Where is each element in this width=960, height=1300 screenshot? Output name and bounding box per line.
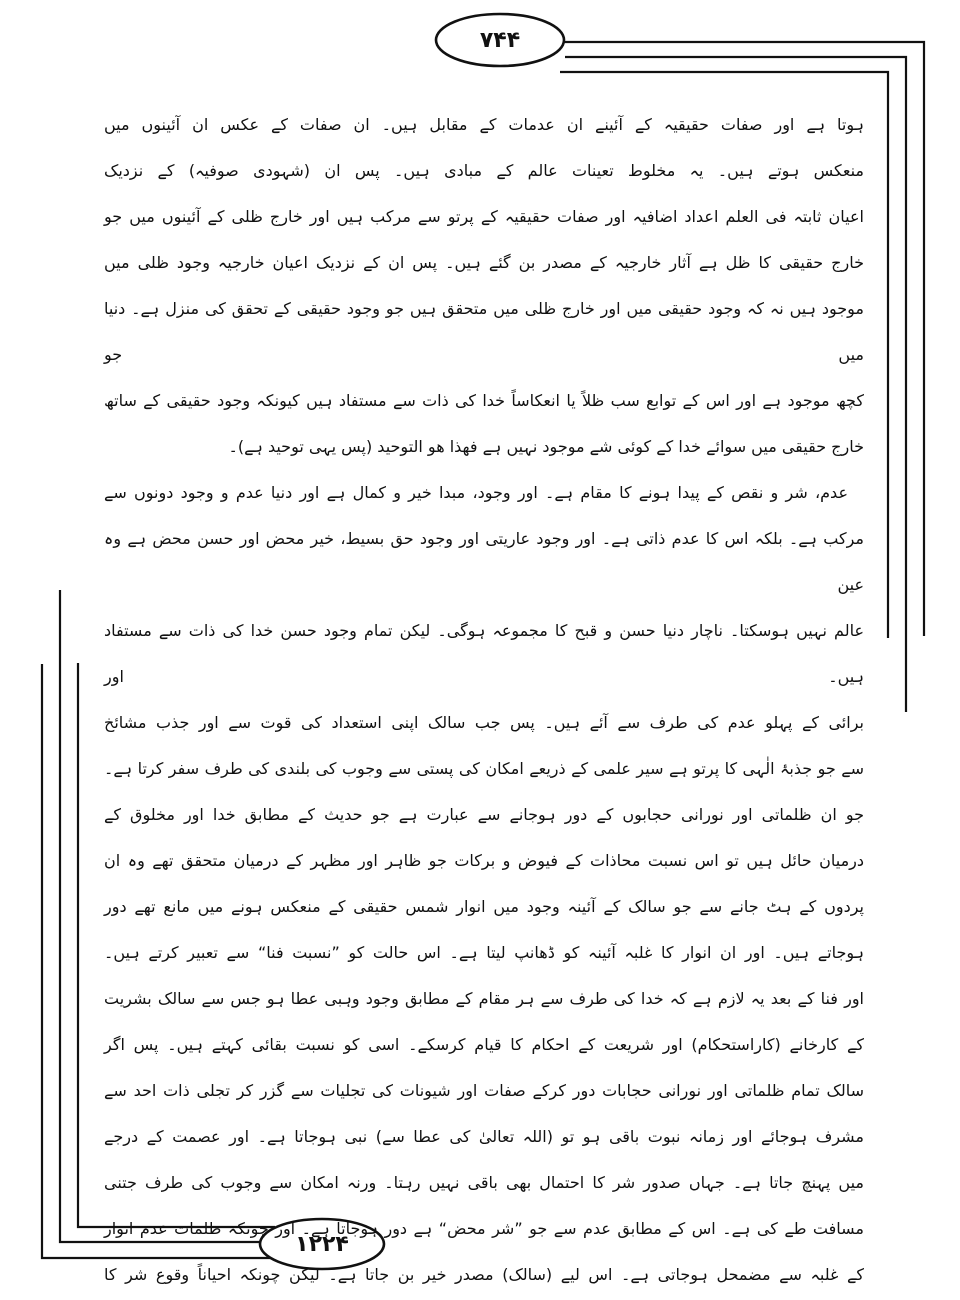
text-line: سے جو جذبۂ الٰہی کا پرتو ہے سیر علمی کے ذریعے امکان کی پستی سے وجوب کی بلندی کی طرف سفر کرتا ہے۔	[104, 759, 864, 778]
text-line: منعکس ہوتے ہیں۔ یہ مخلوط تعینات عالم کے مبادی ہیں۔ پس ان (شہودی صوفیہ) کے نزدیک	[104, 161, 864, 180]
text-line: سالک تمام ظلماتی اور نورانی حجابات دور کرکے صفات اور شیونات کی تجلیات سے گزر کر تجلی ذات احد سے	[104, 1081, 864, 1100]
text-line: خارج حقیقی کا ظل ہے آثار خارجیہ کے مصدر بن گئے ہیں۔ پس ان کے نزدیک اعیان خارجیہ وجود ظلی میں	[104, 253, 864, 272]
text-line: کے غلبہ سے مضمحل ہوجاتی ہے۔ اس لیے (سالک) مصدر خیر بن جاتا ہے۔ لیکن چونکہ احیاناً وقوع شر کا	[104, 1265, 864, 1284]
text-line: میں پہنچ جاتا ہے۔ جہاں صدور شر کا احتمال بھی باقی نہیں رہتا۔ ورنہ امکان سے وجوب کی طرف جتنی	[104, 1173, 864, 1192]
text-line: کے کارخانے (کاراستحکام) اور شریعت کے احکام کا قیام کرسکے۔ اسی کو نسبت بقائی کہتے ہیں۔ پس اگر	[104, 1035, 864, 1054]
page-number-bottom: ۱۲۲۴	[295, 1232, 349, 1257]
body-text	[104, 102, 864, 1298]
text-line: خارج حقیقی میں سوائے خدا کے کوئی شے موجود نہیں ہے فھذا ھو التوحید (پس یہی توحید ہے)۔	[228, 437, 864, 456]
text-line: عالم نہیں ہوسکتا۔ ناچار دنیا حسن و قبح کا مجموعہ ہوگی۔ لیکن تمام وجود حسن خدا کی ذات سے مستفاد ہیں۔ اور	[104, 621, 864, 686]
text-line: اعیان ثابتہ فی العلم اعداد اضافیہ اور صفات حقیقیہ کے پرتو سے مرکب ہیں اور خارج ظلی کے آئینوں میں جو	[104, 207, 864, 226]
page-number-top: ۷۴۴	[479, 28, 521, 53]
text-line: اور فنا کے بعد یہ لازم ہے کہ خدا کی طرف سے ہر مقام کے مطابق وجود وہبی عطا ہو جس سے سالک بشریت	[104, 989, 864, 1008]
text-line: ہوتا ہے اور صفات حقیقیہ کے آئینے ان عدمات کے مقابل ہیں۔ ان صفات کے عکس ان آئینوں میں	[104, 115, 864, 134]
text-line: درمیان حائل ہیں تو اس نسبت محاذات کے فیوض و برکات جو ظاہر اور مظہر کے درمیان متحقق تھے وہ ان	[104, 851, 864, 870]
text-line: جو ان ظلماتی اور نورانی حجابوں کے دور ہوجانے سے عبارت ہے جو حدیث کے مطابق خدا اور مخلوق کے	[104, 805, 864, 824]
text-line: مشرف ہوجائے اور زمانہ نبوت باقی ہو تو (اللہ تعالیٰ کی عطا سے) نبی ہوجاتا ہے۔ اور عصمت کے درجے	[104, 1127, 864, 1146]
text-line: مرکب ہے۔ بلکہ اس کا عدم ذاتی ہے۔ اور وجود عاریتی اور وجود حق بسیط، خیر محض اور حسن محض ہے وہ عین	[104, 529, 864, 594]
text-line: مسافت طے کی ہے۔ اس کے مطابق عدم سے جو ”شر محض“ ہے دور ہوجاتا ہے۔ اور چونکہ ظلمات عدم انوار	[104, 1219, 864, 1238]
text-line: ہوجاتے ہیں۔ اور ان انوار کا غلبہ آئینہ کو ڈھانپ لیتا ہے۔ اس حالت کو ”نسبت فنا“ سے تعبیر کرتے ہیں۔	[104, 943, 864, 962]
text-line: عدم، شر و نقص کے پیدا ہونے کا مقام ہے۔ اور وجود، مبدا خیر و کمال ہے اور دنیا عدم و وجود دونوں سے	[104, 483, 848, 502]
text-line: موجود ہیں نہ کہ وجود حقیقی میں اور خارج ظلی میں متحقق ہیں جو وجود حقیقی کے تحقق کی منزل ہے۔ دنیا میں جو	[104, 299, 864, 364]
text-line: پردوں کے ہٹ جانے سے جو سالک کے آئینہ وجود میں انوار شمس حقیقی کے منعکس ہونے میں مانع تھے دور	[104, 897, 864, 916]
text-line: برائی کے پہلو عدم کی طرف سے آئے ہیں۔ پس جب سالک اپنی استعداد کی قوت سے اور جذب مشائخ	[104, 713, 864, 732]
text-line: کچھ موجود ہے اور اس کے توابع سب ظلاً یا انعکاساً خدا کی ذات سے مستفاد ہیں کیونکہ وجود حقیقی کے ساتھ	[104, 391, 864, 410]
